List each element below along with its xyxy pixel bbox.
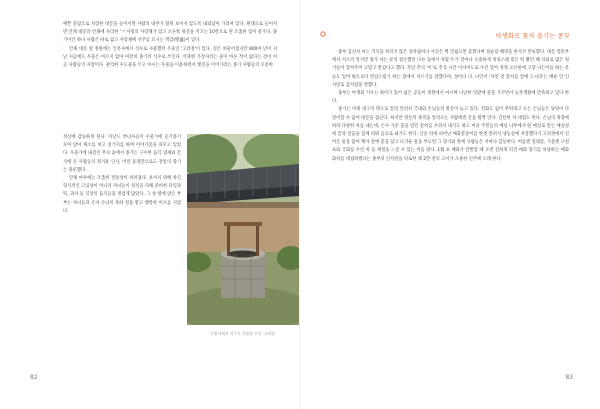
ring-icon	[320, 31, 326, 37]
well-photo	[187, 134, 299, 325]
paragraph: 안채 마루에는 조촐한 전통상이 차려졌다. 보이지 위해 차린 형식적인 고임상이 아니라 자녀들이 정성을 다해 준비한 과일과 떡, 과자 등 일상의 음식들을 정겹게 담았다. 그 상 옆에 앉은 부부는 자녀들과 손자 손녀의 축하 절을 받고 행복한 미소를 지었다.	[63, 176, 181, 214]
paragraph: 종부 김신자 씨는 격식을 차리지 않은 상차림이나 사진은 뻑 일넓으면 좋겠다며 점순장 해영을 한사코 만류했다. 대문 앞뜰부에서 서르러 앞지만 종가 사는 분의 점손했던 다른 집에서 자랐 두가 얼마나 소중하게 정성스레 빚은 떡 봤던 때 의외로 많은 원거들이 찾아주어 고맙고 반갑다고 했다. 작년 추석 '이'로 추 5 시간 이자이도로 우린 달아 정정 오른편에 고향 나든이를 하는 분들도 있어 평소보다 반갑스럽기 하는 집에서 치르기를 잠했다며, 상이다 다. 나인이 '자연 것 꽃차를 앞에 드시라'는 배운 안 인사말로 감사함을 전했다.	[332, 50, 569, 88]
right-body-text	[332, 49, 569, 164]
paragraph: 안채 대문 옆 정원에는 인흥사에서 석수로 사용했던 우물인 '고려정'이 있다. 절은 허물어졌지만 800여 년이 지난 지금에도 우물은 마르지 않아 여전히 종가의 식수로 쓰인다. 석축한 가장자리는 물이 마른 적이 없다는 것이 이곳 사람들의 자랑이다. 관리한 수도물을 두고 마시는 우물을 이용하면서 옛것을 이어가려는 종가 사람들의 오롯한	[63, 46, 277, 69]
left-intro-text	[63, 21, 277, 70]
left-column-text	[63, 134, 181, 216]
paragraph: 종부는 아생화 키우는 취미가 있어 넓은 공동이 정원에서 아시며 나날한 텃밭에 꽃을 가꾸면서 농촌생활에 만족하고 있다 한다.	[332, 91, 569, 105]
page-number-right: 83	[565, 374, 573, 381]
running-head: 아생화로 꽃차 즐기는 종부	[495, 33, 570, 40]
paragraph: 정신에 감동하게 된다. 이날도 부녀자들이 우물가에 옹기종기 모여 앉아 채소를 씻고 설거지를 하며 이야기꽃을 피우고 있었다. 우물가에 내걸린 무쇠 솥에서 종가는 구수한 음식 냄새와 간식에 온 사람들의 정겨운 인사, 이런 풍경만으로도 전통의 향기는 충분했다.	[63, 135, 181, 173]
paragraph: 예쁜 꽃담으로 치장한 대문을 들어서면 사람의 내부가 훤히 보이지 않도록 내외담이 가려져 있다. 원래으로 들어서면 안채 대문과 안채에 자리한 'ㄱ'자형의 사랑채가 있고 오른쪽 뒷산을 끼고는 10칸으로 된 조촐한 집이 중가다. 종가이긴 하나 사람은 따로 없고 사랑채에 선주를 모시는 벽감(壁龕)이 있다.	[63, 22, 277, 44]
photo-caption: 인흥사에서 석수로 사용한 우물 '고려정'	[210, 331, 276, 336]
paragraph: 종가는 이제 대구의 명소로 알려 알려져 국내외 손님들의 방문이 늘고 있다. 전화도 없이 무턱대고 오는 손님들은 당당이 다 맞이할 수 없어 대문을 잠근다. 하지만 방문의 목적을 알려오는 사람에겐 문을 활짝 연다. 간단한 차 대접도 한다. 손님의 취향에 따라 다양한 차를 내는데, 손수 가꾼 꽃을 말린 꽃차를 우려서 내기도 하고 마을 주민들의 매실 나무에서 딴 매실로 만든 매실청에 꿀과 얼음을 함께 띄워 음료로 내기도 한다. 산골 뒤에 피어난 매화꽃송이를 한껏 말려서 냉동실에 저장했다가 고려정에서 길어온 물을 끓여 백자 잔에 꽃을 담고 뜨거운 물을 부으면 그 향기와 맛에 사람들은 저마다 감동한다. 여름엔 칠레꽃, 가을엔 구절초와 국화를 우린 차 등 제철을 느낄 수 있는 차를 낸다. 1월 초 매화가 만발할 때 오면 진하게 퍼진 매화 향기를 차량하는 매화화차를 대접하겠다는 종부의 인사말을 뒤로한 채 2만 전의 고서가 소중한 인주에 오래 한다.	[332, 107, 569, 162]
page-number-left: 82	[30, 374, 38, 381]
